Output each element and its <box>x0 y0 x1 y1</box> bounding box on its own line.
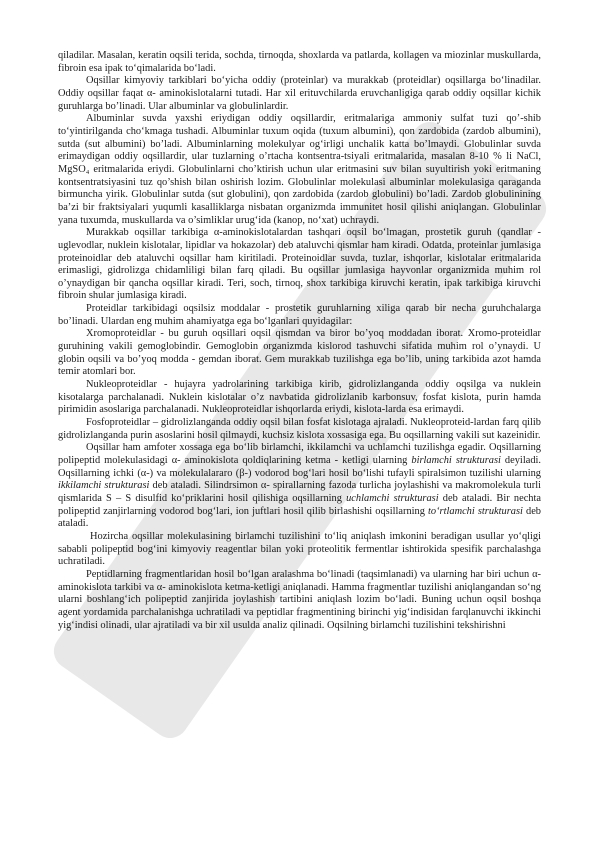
paragraph <box>58 75 541 113</box>
italic-term: birlamchi strukturasi <box>411 455 501 466</box>
paragraph-text: deb ataladi. Silindrsimon α- spirallarning fazoda turlicha joylashishi va makromolekula turli qismlarida S – S disulfid ko‘priklarini hosil qilishiga oqsillarning <box>58 480 541 504</box>
paragraph-text: Oqsillar kimyoviy tarkiblari bo‘yicha oddiy (proteinlar) va murakkab (proteidlar) oqsillarga bo‘linadilar. Oddiy oqsillar faqat α- aminokislotalarni tutadi. Har xil erituvchilarda eruvchanligiga qarab oddiy oqsillar kichik guruhlarga bo’linadi. Ular albuminlar va globulinlardir. <box>58 75 541 112</box>
paragraph <box>58 227 541 303</box>
italic-term: ikkilamchi strukturasi <box>58 480 150 492</box>
paragraph <box>58 569 541 632</box>
paragraph-text: Fosfoproteidlar – gidrolizlanganda oddiy oqsil bilan fosfat kislotaga ajraladi. Nukleoproteid-lardan farq qilib gidrolizlanganda purin asoslarini hosil qilmaydi, kuchsiz kislota xossasiga ega. Bu oqsillarning vakili sut kazeinidir. <box>58 417 541 441</box>
paragraph-text: Peptidlarning fragmentlaridan hosil bo‘lgan aralashma bo‘linadi (taqsimlanadi) va ularning har biri uchun α- aminokislota tarkibi va α- aminokislota ketma-ketligi aniqlanadi. Hamma fragmentlar tuzilishi aniqlangandan so‘ng ularni boshlang‘ich polipeptid zanjirida joylashish tartibini aniqlash lozim bo‘ladi. Buning uchun oqsil boshqa agent yordamida parchalanishga uchratiladi va peptidlar fragmentining birinchi yig‘indisidan farqlanuvchi ikkinchi yig‘indisi olinadi, ular ajratiladi va bir xil usulda analiz qilinadi. Oqsilning birlamchi tuzilishini tekshirishni <box>58 568 541 631</box>
paragraph <box>58 50 541 75</box>
paragraph <box>58 113 541 227</box>
paragraph <box>58 531 541 569</box>
paragraph <box>58 379 541 417</box>
paragraph-text: Oqsillar ham amfoter xossaga ega bo‘lib birlamchi, ikkilamchi va uchlamchi tuzilishga egadir. Oqsillarning polipeptid molekulasidagi α- aminokislota qoldiqlarining ketma - ketligi ularning <box>58 442 541 466</box>
paragraph-text: Albuminlar suvda yaxshi eriydigan oddiy oqsillardir, eritmalariga ammoniy sulfat tuzi qo’-shib to‘yintirilganda cho‘kmaga tushadi. Albuminlar tuxum oqida (tuxum albumini), qon zardobida (zardob albumini), sutda (sut albumini) bo’ladi. Albuminlarning molekulyar og‘irligi unchalik katta bo’lmaydi. Globulinlar suvda erimaydigan oddiy oqsillardir, ular tuzlarning o’rtacha kontsentra-tsiyali eritmalarida, masalan 8-10 % li NaCl, MgSO₄ eritmalarida eriydi. Globulinlarni cho’ktirish uchun ular eritmasini suv bilan suyultirish yoki eritmaning kontsentratsiyasini tuz qo’shish bilan oshirish lozim. Globulinlar molekulasi albuminlar molekulasiga qaraganda birmuncha yirik. Globulinlar sutda (sut globulini), qon zardobida (zardob globulini) bo’ladi. Zardob globulinining ba’zi bir fraktsiyalari yuqumli kasalliklarga nisbatan organizmda immunitet hosil qilishi aniqlangan. Globulinlar yana tuxumda, muskullarda va o’simliklar urug‘ida (kanop, no‘xat) uchraydi. <box>58 113 541 226</box>
paragraph <box>58 328 541 379</box>
paragraph-text: deyiladi. Oqsillarning ichki (α-) va molekulalararo (β-) vodorod bog‘lari hosil bo‘lishi tufayli spiralsimon tuzilishi ularning <box>58 455 541 479</box>
paragraph-text: Xromoproteidlar - bu guruh oqsillari oqsil qismdan va biror bo’yoq moddadan iborat. Xromo-proteidlar guruhining vakili gemoglobindir. Gemoglobin organizmda kislorod tashuvchi sifatida muhim rol o’ynaydi. U globin oqsili va bo’yoq modda - gemdan iborat. Gem murakkab tuzilishga ega bo’lib, uning tarkibida azot hamda temir atomlari bor. <box>58 328 541 378</box>
paragraph <box>58 442 541 531</box>
document-page <box>58 50 541 632</box>
paragraph-text: qiladilar. Masalan, keratin oqsili terida, sochda, tirnoqda, shoxlarda va patlarda, kollagen va miozinlar muskullarda, fibroin esa ipak to‘qimalarida bo‘ladi. <box>58 50 541 74</box>
paragraph <box>58 417 541 442</box>
paragraph-text: Proteidlar tarkibidagi oqsilsiz moddalar - prostetik guruhlarning xiliga qarab bir necha guruhchalarga bo’linadi. Ulardan eng muhim ahamiyatga ega bo‘lganlari quyidagilar: <box>58 303 541 327</box>
paragraph-text: Hozircha oqsillar molekulasining birlamchi tuzilishini to‘liq aniqlash imkonini beradigan usullar yo‘qligi sababli polipeptid bog‘ini kimyoviy reagentlar bilan yoki proteolitik fermentlar ishtirokida spesifik parchalashga uchratiladi. <box>58 530 541 568</box>
paragraph-text: deb ataladi. Bir nechta polipeptid zanjirlarning vodorod bog‘lari, ion juftlari hosil qilib birlashishi oqsillarning <box>58 492 541 517</box>
paragraph-text: Nukleoproteidlar - hujayra yadrolarining tarkibiga kirib, gidrolizlanganda oddiy oqsilga va nuklein kisotalarga parchalanadi. Nuklein kislotalar o’z navbatida gidrolizlanib karbonsuv, fosfat kislota, purin hamda pirimidin asoslariga parchalanadi. Nukleoproteidlar ishqorlarda eriydi, kislota-larda esa erimaydi. <box>58 379 541 416</box>
paragraph-text: deb ataladi. <box>58 505 542 530</box>
paragraph <box>58 303 541 328</box>
italic-term: to‘rtlamchi strukturasi <box>428 505 523 517</box>
paragraph-text: Murakkab oqsillar tarkibiga α-aminokislotalardan tashqari oqsil bo‘lmagan, prostetik guruh (qandlar - uglevodlar, nuklein kislotalar, lipidlar va hokazolar) deb ataluvchi qismlar ham kiradi. Odatda, proteinlar jumlasiga proteinoidlar deb ataluvchi oqsillar ham kiritiladi. Proteinoidlar suvda, tuzlar, ishqorlar, kislotalar eritmalarida erimasligi, gidrolizga chidamliligi bilan farq qiladi. Bu oqsillar jumlasiga hayvonlar organizmida muhim rol o’ynaydigan bir qancha oqsillar kiradi. Teri, soch, tirnoq, shox tarkibiga kiruvchi keratin, ipak tarkibiga kiruvchi fibroin shular jumlasiga kiradi. <box>58 227 541 302</box>
italic-term: uchlamchi strukturasi <box>346 492 439 504</box>
